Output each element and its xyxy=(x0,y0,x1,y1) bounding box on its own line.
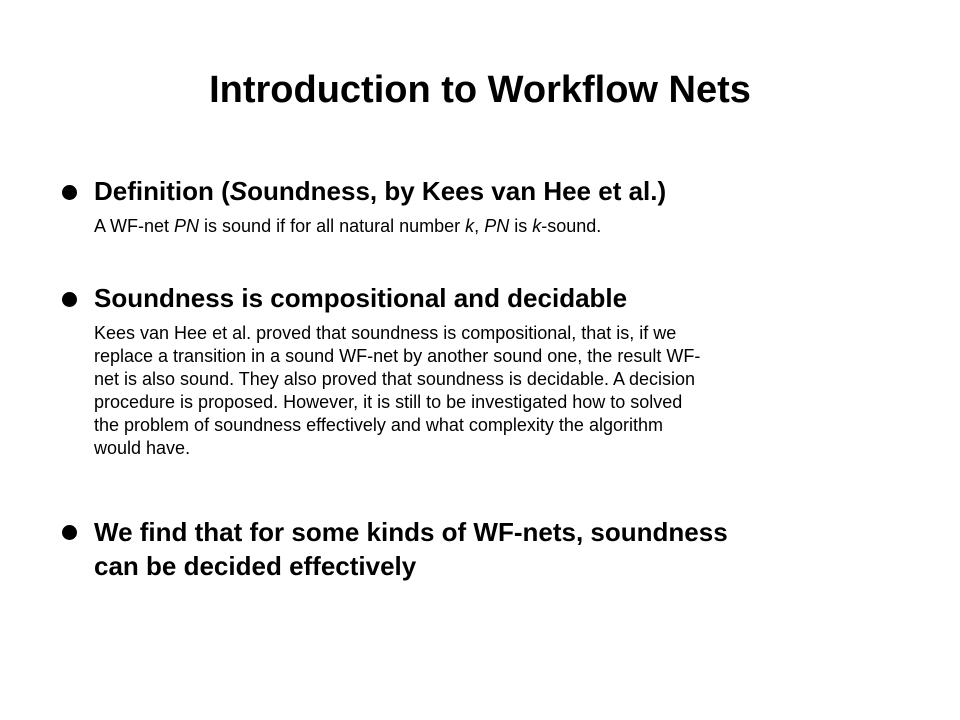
body-text: is xyxy=(509,216,533,236)
bullet-dot-icon xyxy=(62,292,77,307)
body-line: replace a transition in a sound WF-net by another sound one, the result WF- xyxy=(94,346,701,366)
heading-line: can be decided effectively xyxy=(94,551,417,581)
body-italic: k xyxy=(532,216,542,236)
bullet-heading: Soundness is compositional and decidable xyxy=(94,283,628,313)
body-italic: PN xyxy=(174,216,200,236)
body-line: Kees van Hee et al. proved that soundness is compositional, that is, if we xyxy=(94,323,677,343)
body-text: , xyxy=(474,216,485,236)
bullet-definition xyxy=(62,175,892,238)
bullet-heading xyxy=(94,515,892,583)
bullet-dot-icon xyxy=(62,525,77,540)
heading-line: We find that for some kinds of WF-nets, soundness xyxy=(94,517,728,547)
heading-italic: S xyxy=(229,176,248,206)
body-line: net is also sound. They also proved that soundness is decidable. A decision xyxy=(94,369,696,389)
bullet-heading xyxy=(94,175,892,207)
body-text: A WF-net xyxy=(94,216,175,236)
bullet-finding xyxy=(62,515,892,583)
bullet-compositional xyxy=(62,282,892,460)
body-line: would have. xyxy=(94,438,191,458)
body-text: -sound. xyxy=(541,216,602,236)
bullet-body xyxy=(94,215,892,238)
body-line: procedure is proposed. However, it is still to be investigated how to solved xyxy=(94,392,683,412)
bullet-body xyxy=(94,322,892,460)
body-italic: PN xyxy=(484,216,510,236)
body-text: is sound if for all natural number xyxy=(199,216,466,236)
heading-text: oundness, by Kees van Hee et al.) xyxy=(247,176,667,206)
body-line: the problem of soundness effectively and what complexity the algorithm xyxy=(94,415,663,435)
heading-text: Definition ( xyxy=(94,176,230,206)
body-italic: k xyxy=(465,216,475,236)
slide-title: Introduction to Workflow Nets xyxy=(209,69,751,111)
bullet-dot-icon xyxy=(62,185,77,200)
